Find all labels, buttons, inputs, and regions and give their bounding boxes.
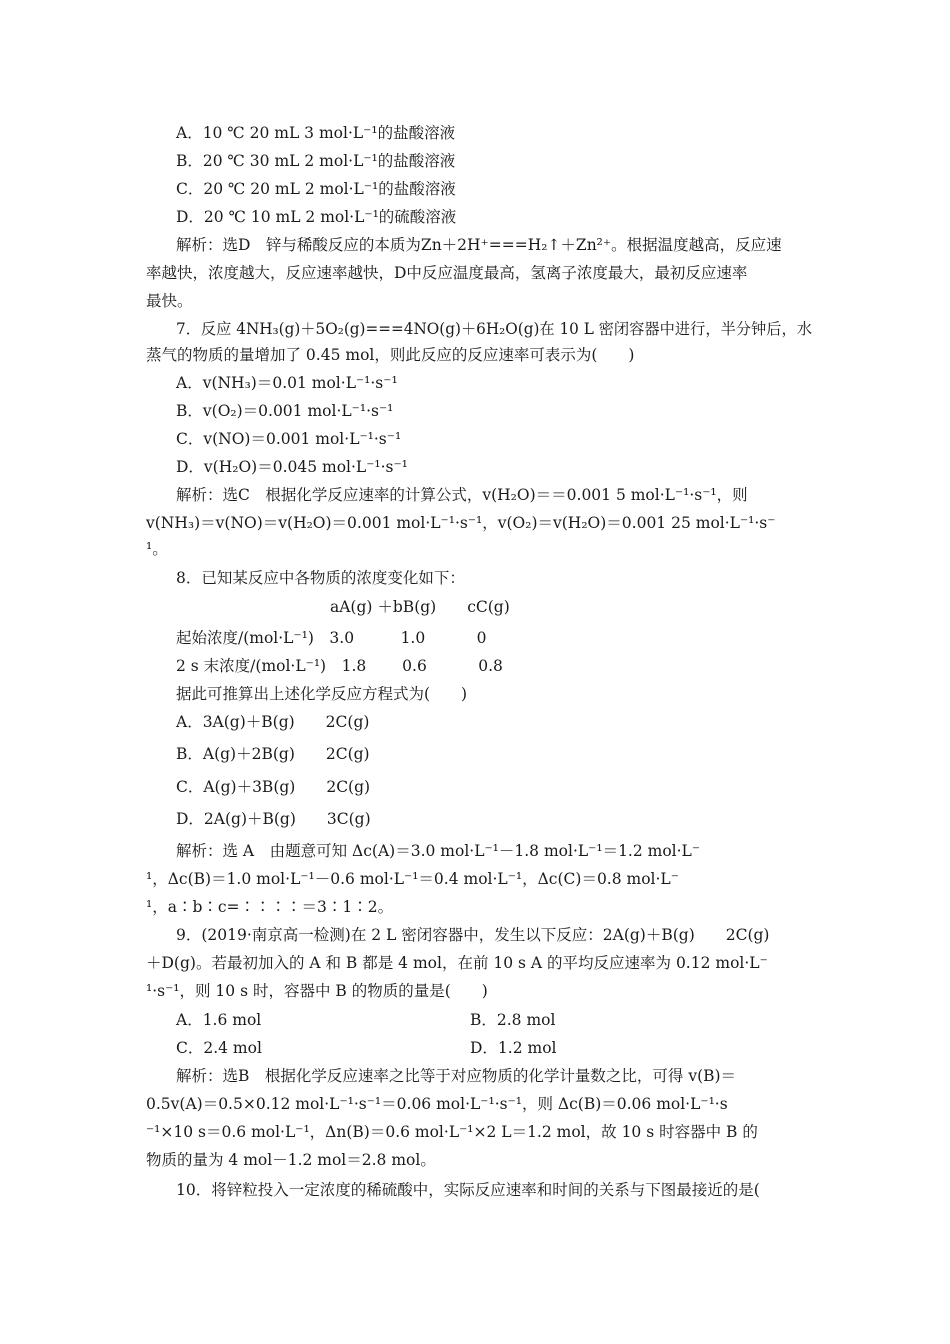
q6-analysis-line: 率越快，浓度越大，反应速率越快，D中反应温度最高，氢离子浓度最大，最初反应速率 (146, 264, 748, 282)
q7-option-d: D．v(H₂O)＝0.045 mol·L⁻¹·s⁻¹ (176, 458, 408, 476)
q8-option-c: C．A(g)＋3B(g) 2C(g) (176, 778, 371, 796)
q8-question: 据此可推算出上述化学反应方程式为( ) (176, 685, 468, 703)
q9-option-d: D．1.2 mol (470, 1039, 557, 1057)
q7-analysis-line: ¹。 (146, 540, 168, 558)
q7-stem-line: 7．反应 4NH₃(g)＋5O₂(g)===4NO(g)＋6H₂O(g)在 10 L 密闭容器中进行，半分钟后，水 (176, 320, 812, 338)
q8-analysis-line: 解析：选 A 由题意可知 Δc(A)＝3.0 mol·L⁻¹－1.8 mol·L⁻¹＝1.2 mol·L⁻ (176, 842, 701, 860)
q6-analysis-line: 最快。 (146, 292, 193, 310)
q7-analysis-line: v(NH₃)＝v(NO)＝v(H₂O)＝0.001 mol·L⁻¹·s⁻¹，v(O₂)＝v(H₂O)＝0.001 25 mol·L⁻¹·s⁻ (146, 514, 776, 532)
q6-option-c: C．20 ℃ 20 mL 2 mol·L⁻¹的盐酸溶液 (176, 180, 456, 198)
q9-stem-line: ＋D(g)。若最初加入的 A 和 B 都是 4 mol，在前 10 s A 的平均反应速率为 0.12 mol·L⁻ (146, 954, 768, 972)
q7-option-c: C．v(NO)＝0.001 mol·L⁻¹·s⁻¹ (176, 430, 402, 448)
q7-analysis-line: 解析：选C 根据化学反应速率的计算公式，v(H₂O)＝＝0.001 5 mol·L⁻¹·s⁻¹，则 (176, 486, 748, 504)
q7-option-a: A．v(NH₃)＝0.01 mol·L⁻¹·s⁻¹ (176, 374, 398, 392)
q9-analysis-line: 0.5v(A)＝0.5×0.12 mol·L⁻¹·s⁻¹＝0.06 mol·L⁻¹·s⁻¹，则 Δc(B)＝0.06 mol·L⁻¹·s (146, 1095, 728, 1113)
q9-option-b: B．2.8 mol (470, 1011, 556, 1029)
q8-initial-row: 起始浓度/(mol·L⁻¹) 3.0 1.0 0 (176, 629, 487, 647)
q8-analysis-line: ¹，Δc(B)＝1.0 mol·L⁻¹－0.6 mol·L⁻¹＝0.4 mol·L⁻¹，Δc(C)＝0.8 mol·L⁻ (146, 870, 679, 888)
q9-stem-line: ¹·s⁻¹，则 10 s 时，容器中 B 的物质的量是( ) (146, 982, 488, 1000)
q8-option-d: D．2A(g)＋B(g) 3C(g) (176, 810, 371, 828)
q6-option-b: B．20 ℃ 30 mL 2 mol·L⁻¹的盐酸溶液 (176, 152, 456, 170)
q8-2s-row: 2 s 末浓度/(mol·L⁻¹) 1.8 0.6 0.8 (176, 657, 503, 675)
q7-option-b: B．v(O₂)＝0.001 mol·L⁻¹·s⁻¹ (176, 402, 394, 420)
q9-analysis-line: 解析：选B 根据化学反应速率之比等于对应物质的化学计量数之比，可得 v(B)＝ (176, 1067, 737, 1085)
q8-option-a: A．3A(g)＋B(g) 2C(g) (176, 713, 370, 731)
q6-option-a: A．10 ℃ 20 mL 3 mol·L⁻¹的盐酸溶液 (176, 124, 456, 142)
q8-equation: aA(g) ＋bB(g) cC(g) (330, 598, 510, 616)
q8-stem: 8．已知某反应中各物质的浓度变化如下： (176, 569, 465, 587)
q9-analysis-line: 物质的量为 4 mol－1.2 mol＝2.8 mol。 (146, 1151, 436, 1169)
q8-option-b: B．A(g)＋2B(g) 2C(g) (176, 745, 370, 763)
q9-analysis-line: ⁻¹×10 s＝0.6 mol·L⁻¹，Δn(B)＝0.6 mol·L⁻¹×2 L＝1.2 mol，故 10 s 时容器中 B 的 (146, 1123, 758, 1141)
q6-analysis-line: 解析：选D 锌与稀酸反应的本质为Zn＋2H⁺===H₂↑＋Zn²⁺。根据温度越高，反应速 (176, 236, 782, 254)
q9-stem-line: 9．(2019·南京高一检测)在 2 L 密闭容器中，发生以下反应：2A(g)＋B(g) 2C(g) (176, 926, 770, 944)
q6-option-d: D．20 ℃ 10 mL 2 mol·L⁻¹的硫酸溶液 (176, 208, 457, 226)
q8-analysis-line: ¹，a∶b∶c=∶∶∶∶＝3∶1∶2。 (146, 898, 394, 916)
q9-option-a: A．1.6 mol (176, 1011, 262, 1029)
q7-stem-line: 蒸气的物质的量增加了 0.45 mol，则此反应的反应速率可表示为( ) (146, 346, 635, 364)
q10-stem: 10．将锌粒投入一定浓度的稀硫酸中，实际反应速率和时间的关系与下图最接近的是( (176, 1181, 760, 1199)
q9-option-c: C．2.4 mol (176, 1039, 262, 1057)
